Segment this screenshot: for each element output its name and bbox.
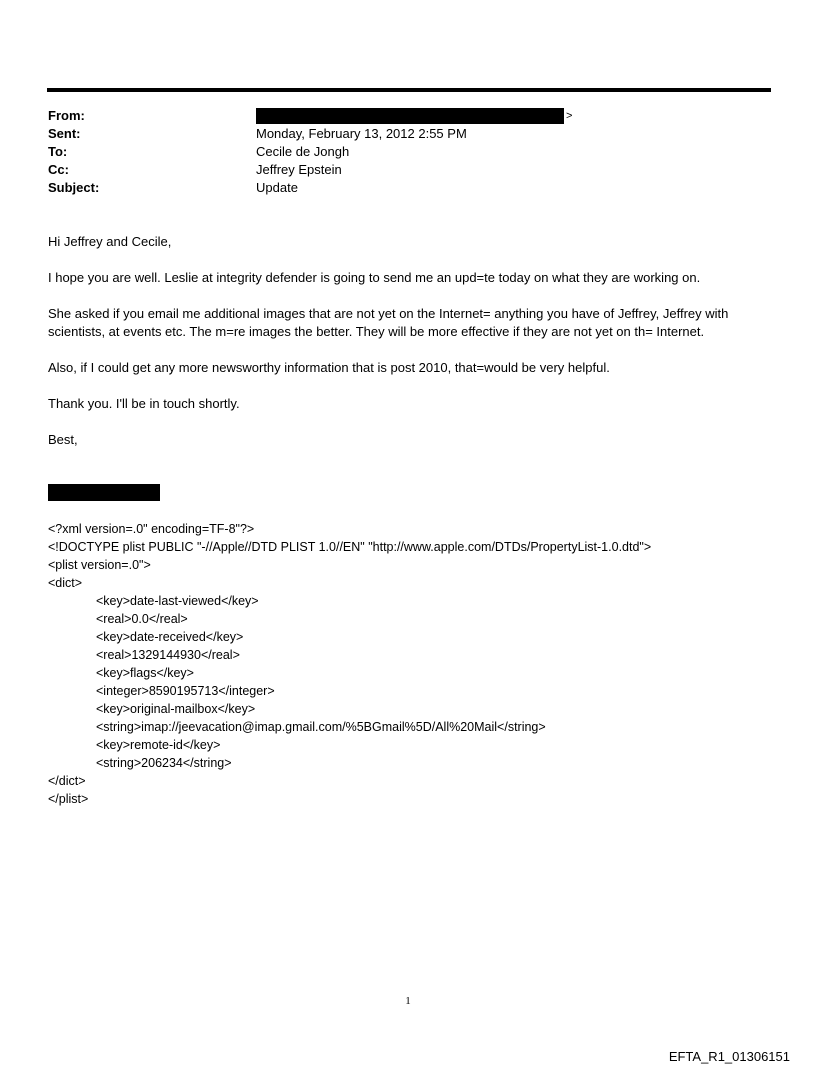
paragraph-1: I hope you are well. Leslie at integrity defender is going to send me an upd=te today on what they are working on. bbox=[48, 270, 701, 285]
xml-line: <plist version=.0"> bbox=[48, 558, 151, 572]
sent-label: Sent: bbox=[48, 126, 81, 141]
to-row bbox=[48, 143, 608, 161]
paragraph-3: Also, if I could get any more newsworthy information that is post 2010, that=would be very helpful. bbox=[48, 360, 610, 375]
from-label: From: bbox=[48, 108, 85, 123]
closing: Best, bbox=[48, 432, 78, 447]
cc-row bbox=[48, 161, 608, 179]
xml-line: <!DOCTYPE plist PUBLIC "-//Apple//DTD PLIST 1.0//EN" "http://www.apple.com/DTDs/PropertyList-1.0.dtd"> bbox=[48, 540, 652, 554]
sent-value: Monday, February 13, 2012 2:55 PM bbox=[256, 126, 467, 141]
xml-line: </plist> bbox=[48, 792, 89, 806]
document-id: EFTA_R1_01306151 bbox=[668, 1049, 790, 1064]
cc-value: Jeffrey Epstein bbox=[256, 162, 342, 177]
xml-line: <dict> bbox=[48, 576, 83, 590]
xml-line: <integer>8590195713</integer> bbox=[96, 684, 275, 698]
xml-line: <real>1329144930</real> bbox=[96, 648, 240, 662]
cc-label: Cc: bbox=[48, 162, 69, 177]
xml-line: </dict> bbox=[48, 774, 86, 788]
xml-line: <string>imap://jeevacation@imap.gmail.com/%5BGmail%5D/All%20Mail</string> bbox=[96, 720, 546, 734]
subject-row bbox=[48, 179, 608, 197]
sent-row bbox=[48, 125, 608, 143]
subject-value: Update bbox=[256, 180, 298, 195]
from-redaction-tail: > bbox=[566, 110, 573, 122]
signature-redaction bbox=[48, 484, 160, 501]
xml-line: <key>date-last-viewed</key> bbox=[96, 594, 259, 608]
from-redaction bbox=[256, 108, 564, 124]
page-number: 1 bbox=[405, 995, 411, 1007]
xml-line: <key>remote-id</key> bbox=[96, 738, 221, 752]
xml-line: <?xml version=.0" encoding=TF-8"?> bbox=[48, 522, 255, 536]
xml-line: <key>date-received</key> bbox=[96, 630, 244, 644]
greeting: Hi Jeffrey and Cecile, bbox=[48, 234, 172, 249]
paragraph-4: Thank you. I'll be in touch shortly. bbox=[48, 396, 240, 411]
to-value: Cecile de Jongh bbox=[256, 144, 350, 159]
header-divider bbox=[47, 88, 771, 92]
xml-line: <real>0.0</real> bbox=[96, 612, 188, 626]
xml-line: <key>flags</key> bbox=[96, 666, 194, 680]
xml-line: <string>206234</string> bbox=[96, 756, 232, 770]
paragraph-2: She asked if you email me additional images that are not yet on the Internet= anything you have of Jeffrey, Jeffrey with scientists, at events etc. The m=re images the better. They will be more effective if they are not yet on th= Internet. bbox=[48, 306, 729, 339]
xml-line: <key>original-mailbox</key> bbox=[96, 702, 256, 716]
to-label: To: bbox=[48, 144, 68, 159]
subject-label: Subject: bbox=[48, 180, 100, 195]
